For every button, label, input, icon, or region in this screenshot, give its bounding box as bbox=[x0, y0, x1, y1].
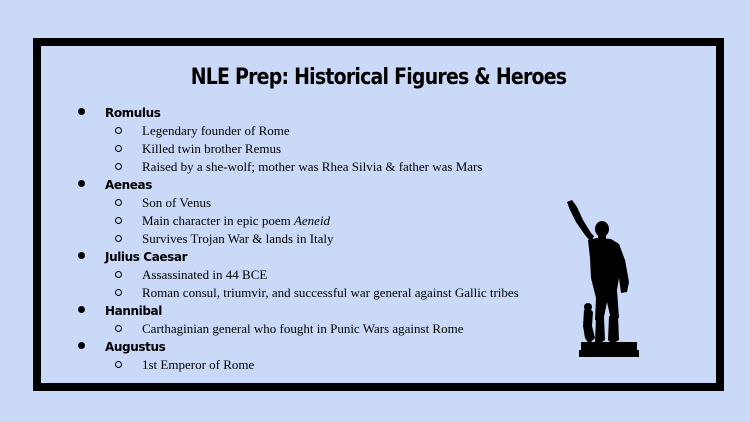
figure-item bbox=[41, 248, 561, 302]
fact-text bbox=[142, 158, 482, 176]
figure-heading bbox=[41, 176, 561, 194]
fact-text bbox=[142, 266, 267, 284]
figure-heading bbox=[41, 338, 561, 356]
hollow-bullet-icon bbox=[115, 325, 122, 332]
fact-item bbox=[41, 140, 561, 158]
fact-item bbox=[41, 122, 561, 140]
figure-item bbox=[41, 302, 561, 338]
fact-main-text: Assassinated in 44 BCE bbox=[142, 267, 268, 282]
figure-name: Augustus bbox=[105, 340, 166, 354]
augustus-statue-silhouette-icon bbox=[561, 198, 661, 368]
figure-heading bbox=[41, 104, 561, 122]
fact-italic-title: Aeneid bbox=[293, 213, 331, 228]
fact-text bbox=[142, 284, 519, 302]
fact-item bbox=[41, 158, 561, 176]
fact-text bbox=[142, 320, 463, 338]
hollow-bullet-icon bbox=[115, 127, 122, 134]
fact-main-text: Main character in epic poem bbox=[142, 213, 294, 228]
hollow-bullet-icon bbox=[115, 271, 122, 278]
hollow-bullet-icon bbox=[115, 361, 122, 368]
fact-main-text: Survives Trojan War & lands in Italy bbox=[142, 231, 334, 246]
fact-main-text: Legendary founder of Rome bbox=[142, 123, 290, 138]
figure-name: Romulus bbox=[105, 106, 161, 120]
figure-facts-list bbox=[41, 266, 561, 302]
figure-item bbox=[41, 176, 561, 248]
slide-frame bbox=[33, 38, 724, 391]
figure-facts-list bbox=[41, 194, 561, 248]
fact-item bbox=[41, 320, 561, 338]
figure-heading bbox=[41, 248, 561, 266]
fact-main-text: Raised by a she-wolf; mother was Rhea Silvia & father was Mars bbox=[142, 159, 483, 174]
figure-item bbox=[41, 338, 561, 374]
figure-name: Hannibal bbox=[105, 304, 162, 318]
fact-item bbox=[41, 230, 561, 248]
fact-text bbox=[142, 356, 254, 374]
fact-item bbox=[41, 284, 561, 302]
hollow-bullet-icon bbox=[115, 145, 122, 152]
fact-main-text: Killed twin brother Remus bbox=[142, 141, 282, 156]
figures-outline bbox=[41, 104, 561, 374]
fact-main-text: Carthaginian general who fought in Punic Wars against Rome bbox=[142, 321, 464, 336]
hollow-bullet-icon bbox=[115, 289, 122, 296]
slide-title: NLE Prep: Historical Figures & Heroes bbox=[190, 65, 567, 90]
figure-facts-list bbox=[41, 320, 561, 338]
fact-text bbox=[142, 230, 334, 248]
figure-heading bbox=[41, 302, 561, 320]
hollow-bullet-icon bbox=[115, 199, 122, 206]
fact-text bbox=[142, 194, 211, 212]
filled-bullet-icon bbox=[78, 108, 85, 115]
fact-item bbox=[41, 194, 561, 212]
fact-item bbox=[41, 266, 561, 284]
figure-name: Julius Caesar bbox=[105, 250, 188, 264]
filled-bullet-icon bbox=[78, 342, 85, 349]
fact-item bbox=[41, 356, 561, 374]
fact-main-text: Roman consul, triumvir, and successful war general against Gallic tribes bbox=[142, 285, 519, 300]
filled-bullet-icon bbox=[78, 306, 85, 313]
figure-name: Aeneas bbox=[105, 178, 152, 192]
fact-main-text: Son of Venus bbox=[142, 195, 212, 210]
fact-text bbox=[142, 122, 290, 140]
fact-text bbox=[142, 140, 281, 158]
filled-bullet-icon bbox=[78, 180, 85, 187]
fact-main-text: 1st Emperor of Rome bbox=[142, 357, 255, 372]
figure-item bbox=[41, 104, 561, 176]
figure-facts-list bbox=[41, 122, 561, 176]
hollow-bullet-icon bbox=[115, 235, 122, 242]
fact-item bbox=[41, 212, 561, 230]
fact-text bbox=[142, 212, 330, 230]
hollow-bullet-icon bbox=[115, 217, 122, 224]
figure-facts-list bbox=[41, 356, 561, 374]
hollow-bullet-icon bbox=[115, 163, 122, 170]
filled-bullet-icon bbox=[78, 252, 85, 259]
